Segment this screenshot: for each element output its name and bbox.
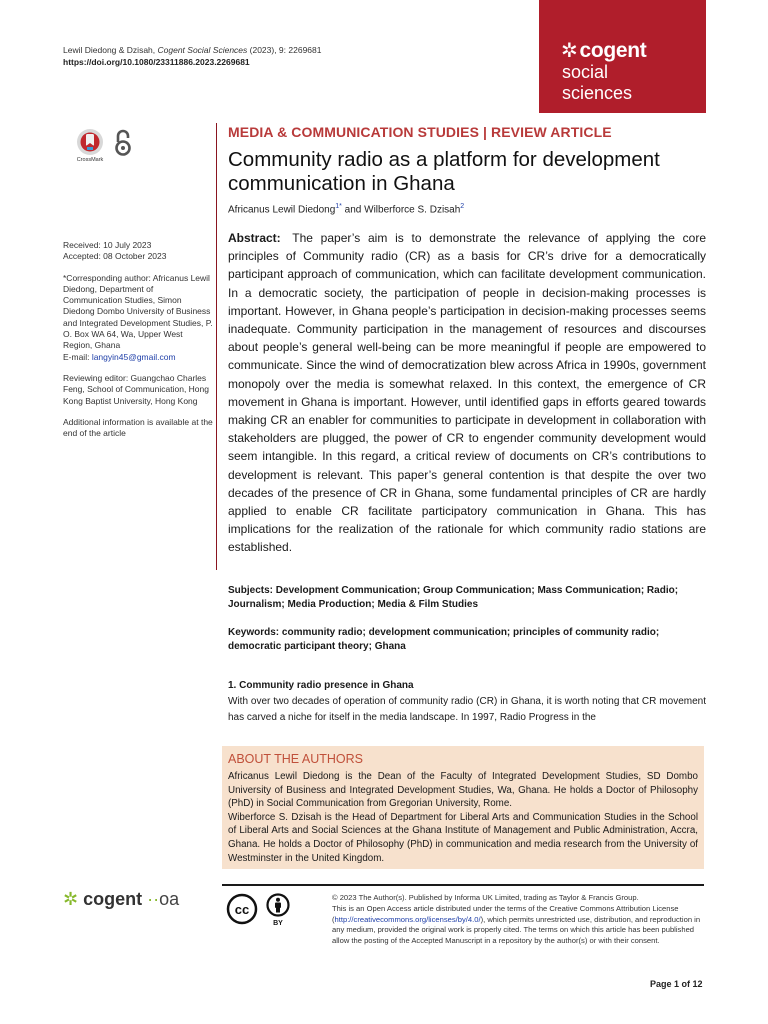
- author-2-affiliation[interactable]: 2: [460, 203, 465, 210]
- brand-line-2: [562, 62, 632, 104]
- citation-journal: Cogent Social Sciences: [157, 45, 248, 55]
- attribution-by-icon[interactable]: [265, 893, 291, 934]
- email-label: E-mail:: [63, 351, 92, 362]
- crossmark-label: CrossMark: [76, 157, 104, 163]
- abstract-text: The paper’s aim is to demonstrate the relevance of applying the core principles of Community radio (CR) as a basis for CR’s drive for a democratically participant approach of communication, which can facilitate development communication. In a democratic society, the participation of people in decision-making processes is important. However, in Ghana people’s participation in decision-making processes seems inadequate. Community participation in the management of resources and discourses about people’s general well-being can be more meaningful if people are empowered to communicate. Since the wind of democratization blew across Africa in 1990s, government monopoly over the media is somewhat relaxed. In this context, the emergence of CR movement in Ghana is important. However, until identified gaps in efforts geared towards making CR an enabler for communities to participate in development in collaboration with stakeholders are plugged, the power of CR to engender community development would seem intangible. In this regard, a critical review of documents on CR’s contributions to development is relevant. This paper’s general contention is that despite the over two decades of the presence of CR in Ghana, some fundamental principles of CR are hardly applied to enable CR facilitate participatory communication in Ghana. This has implications for the realization of the rationale for which community radio stations are established.: [228, 231, 706, 555]
- additional-info: Additional information is available at the end of the article: [63, 416, 213, 439]
- copyright-line: © 2023 The Author(s). Published by Informa UK Limited, trading as Taylor & Francis Group.: [332, 893, 639, 902]
- cogent-oa-mark-icon: ✲: [63, 889, 79, 909]
- author-1-bio: Africanus Lewil Diedong is the Dean of the Faculty of Integrated Development Studies, SD Dombo University of Business and Integrated Development Studies, Wa, Ghana. He holds a Doctor of Philosophy (PhD) in Social Communication from Gregorian University, Rome.: [228, 771, 698, 810]
- abstract: [228, 229, 706, 557]
- crossmark-icon: [76, 128, 104, 156]
- creative-commons-icon[interactable]: [226, 893, 258, 930]
- vertical-divider: [216, 123, 217, 570]
- journal-brand: [539, 0, 706, 113]
- license-text: [332, 904, 704, 947]
- doi-link[interactable]: https://doi.org/10.1080/23311886.2023.2269681: [63, 57, 250, 67]
- brand-word-social: social: [562, 62, 609, 82]
- about-authors-box: [222, 746, 704, 869]
- subjects: Subjects: Development Communication; Group Communication; Mass Communication; Radio; Journalism; Media Production; Media & Film Studies: [228, 585, 679, 610]
- citation-header: [63, 44, 463, 68]
- article-sidebar: [63, 240, 213, 449]
- cogent-mark-icon: ✲: [561, 40, 578, 62]
- license-url-link[interactable]: http://creativecommons.org/licenses/by/4.0/: [334, 914, 481, 924]
- author-line: [228, 203, 464, 215]
- cogent-oa-logo: [63, 889, 179, 910]
- brand-word-cogent: cogent: [579, 39, 647, 62]
- section-1-body: With over two decades of operation of community radio (CR) in Ghana, it is worth noting that CR movement has carved a niche for itself in the media landscape. In 1997, Radio Progress in the: [228, 696, 706, 723]
- about-authors-body: [228, 770, 698, 865]
- section-1-heading: 1. Community radio presence in Ghana: [228, 680, 414, 691]
- cogent-oa-dots: ··: [147, 889, 160, 909]
- brand-word-sciences: sciences: [562, 83, 633, 103]
- reviewing-editor: Reviewing editor: Guangchao Charles Feng, School of Communication, Hong Kong Baptist University, Hong Kong: [63, 372, 209, 406]
- license-text-pre: This is an Open Access article distributed under the terms of the Creative Commons Attribution License (: [332, 903, 679, 924]
- article-title: Community radio as a platform for development communication in Ghana: [228, 148, 660, 195]
- corresponding-author-text: *Corresponding author: Africanus Lewil Diedong, Department of Communication Studies, Simon Diedong Dombo University of Business and Integrated Development Studies, P. O. Box WA 64, Wa, Upper West Region, Ghana: [63, 272, 213, 351]
- citation-authors: Lewil Diedong & Dzisah,: [63, 45, 158, 55]
- author-2-bio: Wiberforce S. Dzisah is the Head of Department for Liberal Arts and Communication Studies in the School of Liberal Arts and Social Sciences at the Ghana Institute of Management and Public Administration, Accra, Ghana. He holds a Doctor of Philosophy (PhD) in communication and media research from the University of Westminster in the United Kingdom.: [228, 811, 698, 864]
- corresponding-author: [63, 273, 213, 363]
- page-number: Page 1 of 12: [650, 979, 703, 989]
- accepted-date: Accepted: 08 October 2023: [63, 251, 167, 262]
- section-label: MEDIA & COMMUNICATION STUDIES | REVIEW ARTICLE: [228, 124, 612, 140]
- cogent-oa-word: cogent: [83, 889, 143, 909]
- abstract-label: Abstract:: [228, 231, 281, 245]
- received-date: Received: 10 July 2023: [63, 240, 152, 250]
- author-email-link[interactable]: langyin45@gmail.com: [91, 351, 176, 362]
- author-2: and Wilberforce S. Dzisah: [341, 204, 461, 216]
- license-notice: [332, 893, 704, 947]
- dates-block: [63, 240, 213, 263]
- license-text-post: ), which permits unrestricted use, distribution, and reproduction in any medium, provided the original work is properly cited. The terms on which this article has been published allow the posting of the Accepted Manuscript in a repository by the author(s) or with their consent.: [332, 914, 701, 946]
- crossmark-badge[interactable]: [73, 128, 107, 163]
- keywords: Keywords: community radio; development communication; principles of community radio; democratic participant theory; Ghana: [228, 627, 660, 652]
- about-authors-title: ABOUT THE AUTHORS: [228, 752, 363, 766]
- brand-line-1: [561, 38, 647, 63]
- cc-label: cc: [234, 902, 250, 917]
- citation-volume: (2023), 9: 2269681: [247, 45, 322, 55]
- open-access-icon: [114, 129, 132, 162]
- cogent-oa-suffix: oa: [159, 889, 180, 909]
- author-1-affiliation[interactable]: 1*: [335, 203, 342, 210]
- footer-rule: [222, 884, 704, 886]
- by-label: BY: [273, 920, 283, 927]
- citation-line: [63, 44, 463, 56]
- author-1: Africanus Lewil Diedong: [228, 204, 336, 216]
